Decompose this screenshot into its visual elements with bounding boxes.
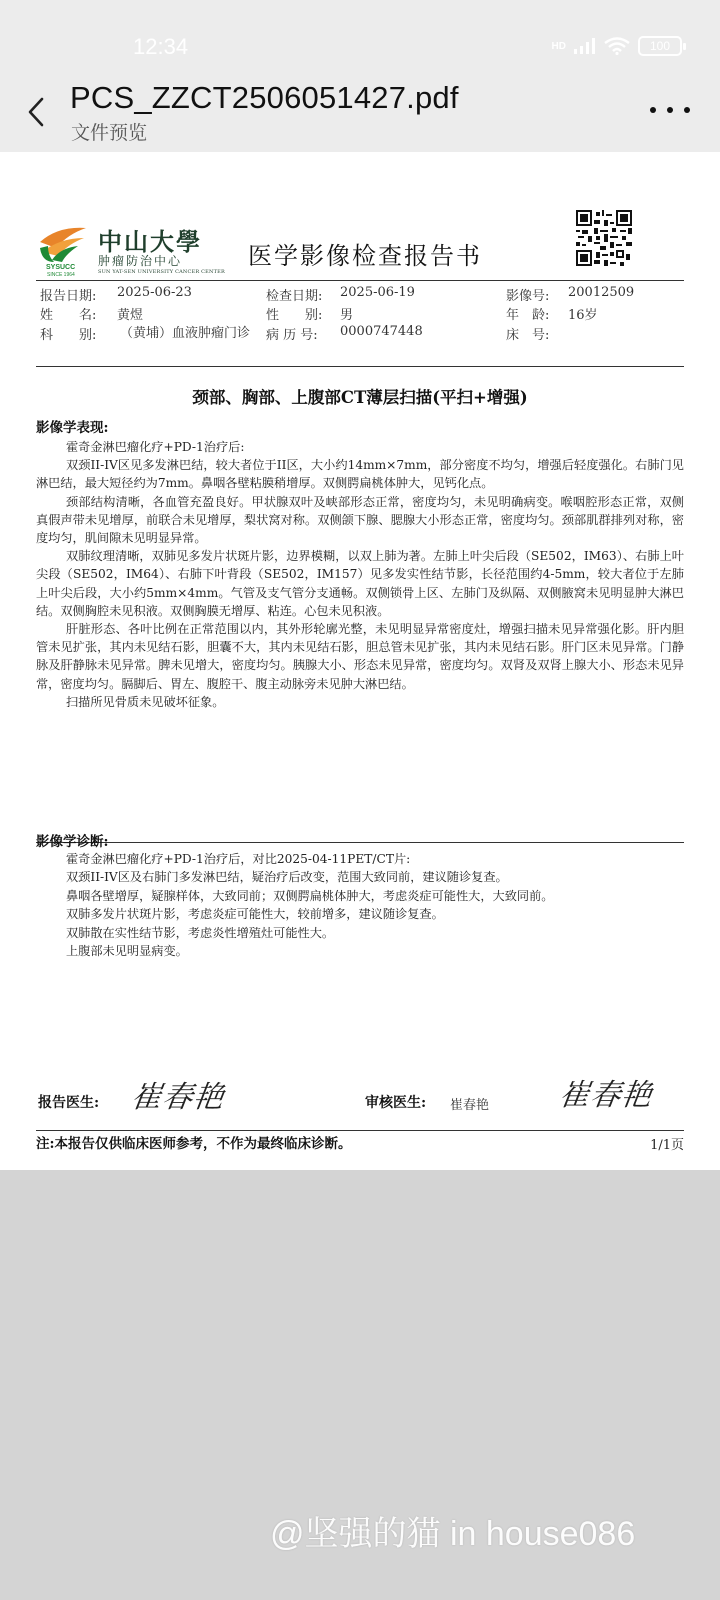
review-doctor-name: 崔春艳 [450,1098,490,1113]
chevron-left-icon [27,97,45,127]
findings-paragraph: 肝脏形态、各叶比例在正常范围以内，其外形轮廓光整，未见明显异常密度灶，增强扫描未见异常强化影。肝内胆管未见扩张，其内未见结石影，胆囊不大，其内未见结石影，胆总管未见扩张，其内未见结石影。肝门区未见异常。门静脉及肝静脉未见异常。脾未见增大，密度均匀。胰腺大小、形态未见异常，密度均匀。双肾及双肾上腺大小、形态未见异常，密度均匀。膈脚后、胃左、腹腔干、腹主动脉旁未见肿大淋巴结。 [36,622,684,691]
report-doctor-signature: 崔春艳 [129,1080,227,1115]
qr-code-icon [576,210,632,266]
logo-since: SINCE 1964 [47,272,75,278]
logo-university-name: 中山大學 [98,227,202,256]
report-title: 医学影像检查报告书 [248,242,482,270]
file-preview-label: 文件预览 [71,122,148,144]
review-doctor-label: 审核医生: [365,1095,427,1111]
diagnosis-line: 霍奇金淋巴瘤化疗+PD-1治疗后，对比2025-04-11PET/CT片: [66,852,411,866]
department-value: （黄埔）血液肿瘤门诊 [120,326,251,341]
pdf-page[interactable] [0,152,720,1170]
status-time: 12:34 [133,34,189,59]
exam-date-label: 检查日期: [266,289,323,304]
logo-english-name: SUN YAT-SEN UNIVERSITY CANCER CENTER [98,269,225,275]
record-no-value: 0000747448 [340,324,423,339]
status-icons [552,36,682,56]
exam-title: 颈部、胸部、上腹部CT薄层扫描(平扫+增强) [192,388,528,407]
age-label: 年 龄: [506,308,550,323]
watermark: @坚强的猫 in house086 [270,1515,636,1553]
diagnosis-text [66,850,686,960]
findings-paragraph: 扫描所见骨质未见破坏征象。 [66,694,225,709]
wifi-icon [604,37,630,55]
sex-value: 男 [340,308,354,323]
footer-divider [36,1130,684,1131]
signal-icon [574,38,596,54]
report-date-label: 报告日期: [40,289,97,304]
diagnosis-line: 双肺散在实性结节影，考虑炎性增殖灶可能性大。 [66,925,335,940]
more-dot-icon [684,107,690,113]
logo-abbr: SYSUCC [46,264,76,271]
diagnosis-line: 上腹部未见明显病变。 [66,944,188,959]
sex-label: 性 别: [266,308,323,323]
findings-divider [36,842,684,843]
diagnosis-line: 双颈II-IV区及右肺门多发淋巴结，疑治疗后改变，范围大致同前，建议随诊复查。 [66,870,508,885]
findings-text [36,438,684,711]
image-no-label: 影像号: [506,289,550,304]
diagnosis-line: 双肺多发片状斑片影，考虑炎症可能性大，较前增多，建议随诊复查。 [66,907,444,922]
bed-label: 床 号: [506,328,550,343]
more-dot-icon [650,107,656,113]
battery-indicator: 100 [638,36,682,56]
footer-note: 注:本报告仅供临床医师参考，不作为最终临床诊断。 [36,1136,352,1152]
age-value: 16岁 [568,308,598,323]
findings-paragraph: 双颈II-IV区见多发淋巴结，较大者位于II区，大小约14mm×7mm，部分密度不均匀，增强后轻度强化。右肺门见淋巴结，最大短径约为7mm。鼻咽各壁粘膜稍增厚。双侧腭扁桃体肿大，见钙化点。 [36,458,684,491]
header-divider [36,280,684,281]
back-button[interactable] [20,92,52,132]
image-no-value: 20012509 [568,285,635,300]
department-label: 科 别: [40,328,97,343]
exam-date-value: 2025-06-19 [340,285,415,300]
logo-center-name: 肿瘤防治中心 [98,254,183,268]
more-dot-icon [667,107,673,113]
findings-paragraph: 双肺纹理清晰，双肺见多发片状斑片影，边界模糊，以双上肺为著。左肺上叶尖后段（SE502，IM63）、右肺上叶尖段（SE502，IM64）、右肺下叶背段（SE502，IM157）见多发实性结节影，长径范围约4-5mm，较大者位于左肺上叶尖后段，大小约5mm×4mm。气管及支气管分支通畅。双侧锁骨上区、左肺门及纵隔、双侧腋窝未见明显肿大淋巴结。双侧胸腔未见积液。双侧胸膜无增厚、粘连。心包未见积液。 [36,549,684,618]
report-date-value: 2025-06-23 [117,285,192,300]
diagnosis-heading: 影像学诊断: [36,834,109,850]
patient-name-value: 黄煜 [117,308,144,323]
record-no-label: 病 历 号: [266,328,318,343]
file-title: PCS_ZZCT2506051427.pdf [70,80,459,115]
hospital-logo [38,222,225,278]
report-doctor-label: 报告医生: [38,1095,100,1111]
review-doctor-signature: 崔春艳 [557,1078,655,1113]
network-type-label: HD [551,40,566,52]
more-options-button[interactable] [650,100,690,120]
info-divider [36,366,684,367]
page-number: 1/1页 [650,1138,684,1153]
findings-heading: 影像学表现: [36,420,109,436]
app-header [0,0,720,152]
diagnosis-line: 鼻咽各壁增厚，疑腺样体，大致同前；双侧腭扁桃体肿大，考虑炎症可能性大，大致同前。 [66,888,554,903]
findings-paragraph: 霍奇金淋巴瘤化疗+PD-1治疗后: [66,440,245,454]
patient-name-label: 姓 名: [40,308,97,323]
findings-paragraph: 颈部结构清晰，各血管充盈良好。甲状腺双叶及峡部形态正常，密度均匀，未见明确病变。喉咽腔形态正常，双侧真假声带未见增厚，前联合未见增厚，梨状窝对称。双侧颌下腺、腮腺大小形态正常，密度均匀。颈部肌群排列对称，密度均匀，肌间隙未见明显异常。 [36,494,684,546]
